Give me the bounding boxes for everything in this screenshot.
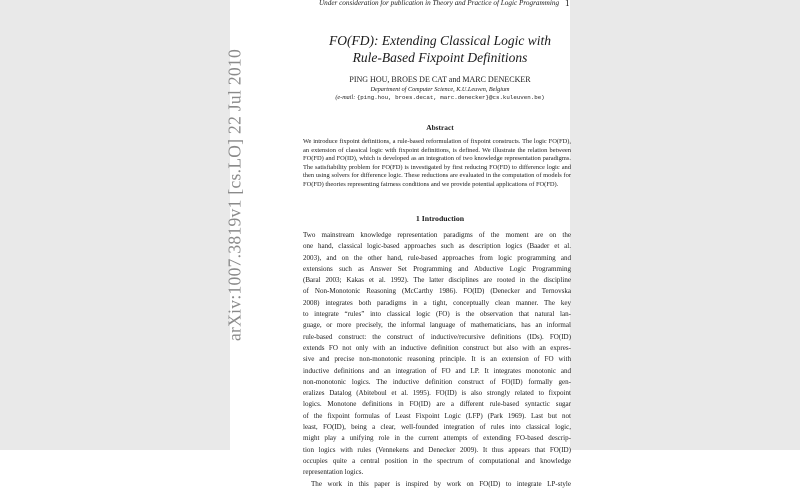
intro-line: extends FO not only with an inductive definition construct but also with an expres- [303,343,571,352]
intro-line: sive and precise non-monotonic reasoning principle. It is an extension of FO with [303,355,571,364]
abstract-text: We introduce fixpoint definitions, a rule-based reformulation of fixpoint constructs. The logic FO(FD), an extension of classical logic with fixpoint definitions, is defined. We illustrate the relation between FO(FD) and FO(ID), which is developed as an integration of two knowledge representation paradigms. The satisfiability problem for FO(FD) is investigated by first reducing FO(FD) to difference logic and then using solvers for difference logic. These reductions are evaluated in the computation of models for FO(FD) theories representing fairness conditions and we provide potential applications of FO(FD). [303,138,571,188]
intro-line: occupies quite a central position in the spectrum of computational and knowledge [303,456,571,465]
intro-line: Two mainstream knowledge representation paradigms of the moment are on the [303,231,571,239]
intro-line: non-monotonic logics. The inductive definition construct of FO(ID) formally gen- [303,377,571,386]
intro-line: representation logics. [303,468,364,477]
intro-line: guage, or more precisely, the informal language of mathematicians, has an informal [303,321,571,330]
affiliation: Department of Computer Science, K.U.Leuven, Belgium [370,86,510,93]
email-addresses: {ping.hou, broes.decat, marc.denecker}@cs.kuleuven.be) [356,94,545,101]
section-heading-introduction: 1 Introduction [415,214,465,223]
introduction-body [303,230,571,490]
email-label: (e-mail: [335,94,356,101]
intro-line: rule-based construct: the construct of inductive/recursive definitions (IDs). FO(ID) [303,332,571,341]
running-head: Under consideration for publication in Theory and Practice of Logic Programming [318,0,560,7]
intro-line: inductive definitions and an integration of FO and LP. It integrates monotonic and [303,366,571,375]
intro-line: (Baral 2003; Kakas et al. 1992). The latter disciplines are rooted in the discipline [303,276,571,285]
intro-line: logics. Monotone definitions in FO(ID) are a different rule-based syntactic sugar [303,400,571,409]
abstract-heading: Abstract [426,123,454,132]
intro-line: of Non-Monotonic Reasoning (McCarthy 1986). FO(ID) (Denecker and Ternovska [303,287,571,296]
intro-line: one hand, classical logic-based approaches such as description logics (Baader et al. [303,242,571,251]
intro-line: 2008) integrates both paradigms in a tight, conceptually clean manner. The key [303,298,571,307]
intro-line: least, FO(ID), being a clear, well-founded integration of rules into classical logic, [303,423,571,432]
page-number: 1 [565,0,570,8]
intro-line: extensions such as Answer Set Programming and Abductive Logic Programming [303,264,571,273]
title-line-1: FO(FD): Extending Classical Logic with [329,33,551,48]
intro-line: 2003), and on the other hand, rule-based approaches from logic programming and [303,253,571,262]
right-background [570,0,800,450]
paper-title [300,32,580,66]
intro-line: tion logics with rules (Vennekens and Denecker 2009). It thus appears that FO(ID) [303,445,571,454]
email-line [300,94,580,101]
left-background [0,0,230,450]
arxiv-identifier-text: arXiv:1007.3819v1 [cs.LO] 22 Jul 2010 [224,48,245,342]
next-paragraph-line: The work in this paper is inspired by work on FO(ID) to integrate LP-style [311,479,571,488]
intro-line: might play a unifying role in the current attempts of extending FO-based descrip- [303,434,571,443]
intro-line: eralizes Datalog (Abiteboul et al. 1995). FO(ID) is also strongly related to fixpoint [303,389,571,398]
intro-line: to integrate “rules” into classical logic (FO) is the observation that natural lan- [303,310,571,319]
intro-line: of the fixpoint formulas of Least Fixpoint Logic (LFP) (Park 1969). Last but not [303,411,571,420]
title-line-2: Rule-Based Fixpoint Definitions [352,50,528,65]
authors: PING HOU, BROES DE CAT and MARC DENECKER [349,75,531,84]
